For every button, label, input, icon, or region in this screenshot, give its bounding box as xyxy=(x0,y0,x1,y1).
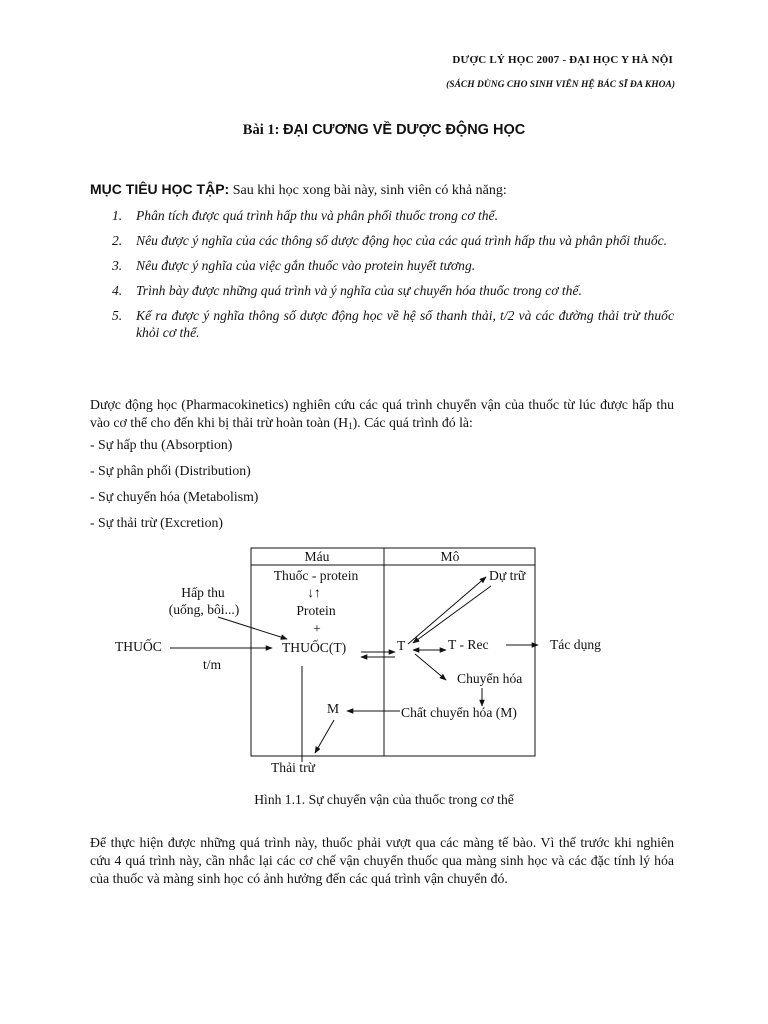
objective-text: Nêu được ý nghĩa của các thông số dược động học của các quá trình hấp thu và phân phối thuốc. xyxy=(136,233,668,248)
objective-item xyxy=(90,232,674,249)
t-rec-label: T - Rec xyxy=(448,637,489,652)
header-line-1: DƯỢC LÝ HỌC 2007 - ĐẠI HỌC Y HÀ NỘI xyxy=(452,54,673,66)
arrow-t-to-metabolism xyxy=(415,654,446,680)
metabolism-label: Chuyển hóa xyxy=(457,671,523,686)
intro-tail: ). Các quá trình đó là: xyxy=(352,415,473,430)
objective-number: 2. xyxy=(112,233,123,248)
objective-text: Nêu được ý nghĩa của việc gắn thuốc vào protein huyết tương. xyxy=(136,258,476,273)
lesson-number: Bài 1: xyxy=(242,122,284,138)
drug-label: THUỐC xyxy=(115,639,162,654)
objective-number: 4. xyxy=(112,283,123,298)
protein-label: Protein xyxy=(296,603,336,618)
lesson-title xyxy=(0,122,768,139)
objective-item xyxy=(90,307,674,341)
storage-label: Dự trữ xyxy=(489,568,526,583)
arrow-absorption-to-blood xyxy=(218,617,287,639)
objectives-list xyxy=(90,207,674,349)
objective-text: Phân tích được quá trình hấp thu và phân phối thuốc trong cơ thể. xyxy=(136,208,498,223)
t-label: T xyxy=(397,638,406,653)
arrow-m-to-excretion xyxy=(315,720,334,753)
pharmacokinetics-diagram xyxy=(0,540,768,785)
drug-t-label: THUỐC(T) xyxy=(282,640,347,655)
header-line-2: (SÁCH DÙNG CHO SINH VIÊN HỆ BÁC SĨ ĐA KHOA) xyxy=(446,80,675,90)
intro-paragraph xyxy=(90,396,674,435)
objective-text: Kể ra được ý nghĩa thông số dược động học về hệ số thanh thải, t/2 và các đường thải trừ thuốc khỏi cơ thể. xyxy=(136,308,674,340)
process-item-metabolism: - Sự chuyển hóa (Metabolism) xyxy=(90,489,259,504)
m-label: M xyxy=(327,701,340,716)
process-item-distribution: - Sự phân phối (Distribution) xyxy=(90,463,251,478)
process-item-excretion: - Sự thải trừ (Excretion) xyxy=(90,515,223,530)
col-blood-label: Máu xyxy=(304,549,330,564)
objective-number: 5. xyxy=(112,308,123,323)
reference-subscript: 1 xyxy=(348,421,353,431)
objective-item xyxy=(90,257,674,274)
routes-label: (uống, bôi...) xyxy=(168,602,240,617)
objectives-heading xyxy=(90,181,507,199)
effect-label: Tác dụng xyxy=(550,637,601,652)
excretion-label: Thải trừ xyxy=(271,760,315,775)
lesson-title-text: ĐẠI CƯƠNG VỀ DƯỢC ĐỘNG HỌC xyxy=(283,122,526,138)
iv-label: t/m xyxy=(203,657,222,672)
objective-item xyxy=(90,282,674,299)
closing-paragraph: Để thực hiện được những quá trình này, thuốc phải vượt qua các màng tế bào. Vì thế trước khi nghiên cứu 4 quá trình này, cần nhắc lại các cơ chế vận chuyển thuốc qua màng sinh học và các đặc tính lý hóa của thuốc và màng sinh học có ảnh hưởng đến các quá trình vận chuyển đó. xyxy=(90,835,674,886)
intro-text: Dược động học (Pharmacokinetics) nghiên cứu các quá trình chuyển vận của thuốc từ lúc được hấp thu vào cơ thể cho đến khi bị thải trừ hoàn toàn (H xyxy=(90,397,674,430)
metabolite-label: Chất chuyển hóa (M) xyxy=(401,705,517,720)
arrow-storage-to-t xyxy=(413,586,491,643)
objective-text: Trình bày được những quá trình và ý nghĩa của sự chuyển hóa thuốc trong cơ thể. xyxy=(136,283,582,298)
objective-number: 3. xyxy=(112,258,123,273)
process-list xyxy=(90,436,258,540)
objectives-intro: Sau khi học xong bài này, sinh viên có khả năng: xyxy=(229,183,507,198)
absorption-label: Hấp thu xyxy=(181,585,225,600)
updown-arrows-label: ↓↑ xyxy=(307,585,321,600)
arrow-t-to-storage-a xyxy=(408,577,486,644)
drug-protein-label: Thuốc - protein xyxy=(273,568,359,583)
objective-item xyxy=(90,207,674,224)
objective-number: 1. xyxy=(112,208,123,223)
process-item-absorption: - Sự hấp thu (Absorption) xyxy=(90,437,233,452)
plus-label: + xyxy=(313,621,321,636)
objectives-label: MỤC TIÊU HỌC TẬP: xyxy=(90,181,230,197)
figure-caption: Hình 1.1. Sự chuyển vận của thuốc trong cơ thể xyxy=(254,792,514,807)
col-tissue-label: Mô xyxy=(440,549,460,564)
